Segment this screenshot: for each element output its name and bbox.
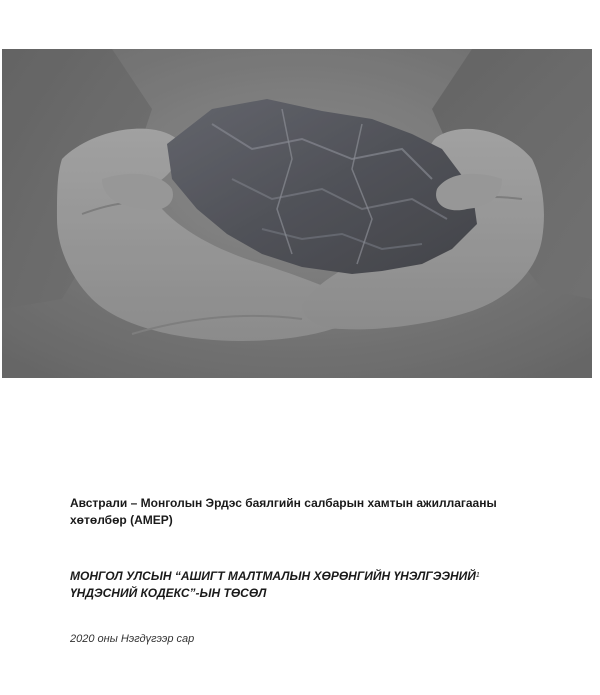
document-title-line-2: ҮНДЭСНИЙ КОДЕКС”-ЫН ТӨСӨЛ [70, 586, 267, 600]
hands-holding-coal-image [2, 49, 592, 378]
photo-overlay [2, 49, 592, 378]
program-title [70, 495, 510, 529]
document-title-line-1: МОНГОЛ УЛСЫН “АШИГТ МАЛТМАЛЫН ХӨРӨНГИЙН ҮНЭЛГЭЭНИЙ [70, 569, 476, 583]
cover-photo-hands-holding-coal [2, 49, 592, 378]
program-title-line-1: Австрали – Монголын Эрдэс баялгийн салбарын хамтын ажиллагааны [70, 496, 497, 510]
document-title [70, 568, 510, 602]
publication-date: 2020 оны Нэгдүгээр сар [70, 633, 195, 645]
program-title-line-2: хөтөлбөр (AMEP) [70, 513, 173, 527]
footnote-marker: 1 [475, 572, 480, 579]
